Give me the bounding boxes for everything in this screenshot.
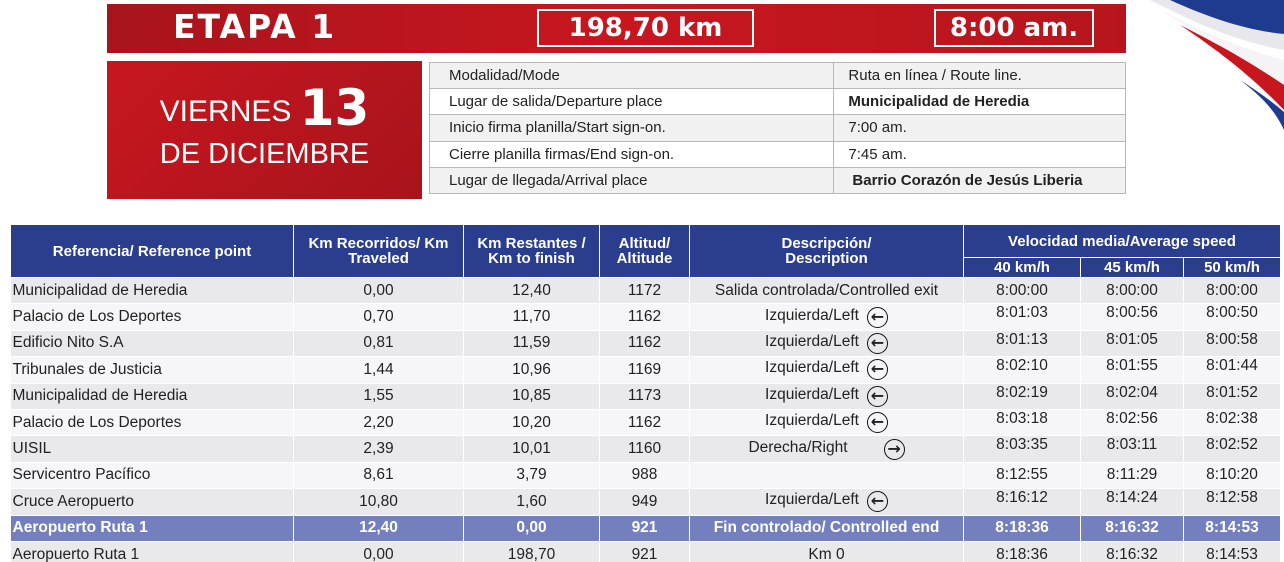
cell-altitude: 1160 — [600, 436, 690, 462]
cell-time-50: 8:14:53 — [1184, 515, 1281, 541]
direction-text: Izquierda/Left — [765, 359, 859, 377]
cell-km-remaining: 3,79 — [464, 462, 600, 488]
cell-time-50: 8:10:20 — [1184, 462, 1281, 488]
cell-altitude: 988 — [600, 462, 690, 488]
cell-time-40: 8:01:13 — [964, 330, 1081, 356]
stage-banner — [107, 4, 1126, 53]
direction-text: Izquierda/Left — [765, 491, 859, 509]
cell-time-40: 8:18:36 — [964, 541, 1081, 562]
cell-km-traveled: 0,70 — [294, 304, 464, 330]
table-row — [11, 383, 1281, 409]
cell-description — [690, 489, 964, 515]
info-row-departure — [430, 89, 1126, 115]
direction-text: Derecha/Right — [748, 438, 848, 456]
info-value: Municipalidad de Heredia — [834, 89, 1126, 115]
cell-km-remaining: 11,70 — [464, 304, 600, 330]
header-row-top — [11, 225, 1281, 258]
cell-time-50: 8:00:50 — [1184, 304, 1281, 330]
cell-time-45: 8:00:56 — [1081, 304, 1184, 330]
info-value: Barrio Corazón de Jesús Liberia — [834, 167, 1126, 193]
cell-time-40: 8:02:19 — [964, 383, 1081, 409]
cell-description — [690, 304, 964, 330]
stage-distance: 198,70 km — [537, 9, 754, 47]
col-altitude: Altitud/ Altitude — [600, 225, 690, 278]
info-value: Ruta en línea / Route line. — [834, 63, 1126, 89]
cell-description — [690, 330, 964, 356]
cell-time-50: 8:01:44 — [1184, 357, 1281, 383]
cell-km-traveled: 0,81 — [294, 330, 464, 356]
cell-description — [690, 278, 964, 304]
cell-description — [690, 515, 964, 541]
cell-km-traveled: 12,40 — [294, 515, 464, 541]
cell-time-45: 8:16:32 — [1081, 515, 1184, 541]
cell-km-remaining: 198,70 — [464, 541, 600, 562]
col-km-traveled: Km Recorridos/ Km Traveled — [294, 225, 464, 278]
cell-time-45: 8:14:24 — [1081, 489, 1184, 515]
route-body — [11, 278, 1281, 562]
table-row — [11, 515, 1281, 541]
info-label: Lugar de llegada/Arrival place — [430, 167, 834, 193]
cell-reference: Palacio de Los Deportes — [11, 304, 294, 330]
col-km-remaining: Km Restantes / Km to finish — [464, 225, 600, 278]
cell-km-remaining: 11,59 — [464, 330, 600, 356]
cell-description — [690, 436, 964, 462]
cell-altitude: 1169 — [600, 357, 690, 383]
cell-time-40: 8:12:55 — [964, 462, 1081, 488]
cell-time-45: 8:16:32 — [1081, 541, 1184, 562]
cell-time-45: 8:00:00 — [1081, 278, 1184, 304]
cell-km-remaining: 10,20 — [464, 409, 600, 435]
cell-km-traveled: 0,00 — [294, 278, 464, 304]
cell-km-remaining: 12,40 — [464, 278, 600, 304]
cell-time-50: 8:01:52 — [1184, 383, 1281, 409]
cell-time-45: 8:11:29 — [1081, 462, 1184, 488]
direction-text: Izquierda/Left — [765, 306, 859, 324]
cell-altitude: 949 — [600, 489, 690, 515]
table-row — [11, 489, 1281, 515]
cell-time-40: 8:16:12 — [964, 489, 1081, 515]
cell-reference: UISIL — [11, 436, 294, 462]
cell-km-traveled: 2,20 — [294, 409, 464, 435]
col-speed-40: 40 km/h — [964, 258, 1081, 278]
direction-text: Izquierda/Left — [765, 412, 859, 430]
cell-time-50: 8:12:58 — [1184, 489, 1281, 515]
cell-altitude: 1172 — [600, 278, 690, 304]
cell-km-remaining: 10,96 — [464, 357, 600, 383]
cell-time-40: 8:03:18 — [964, 409, 1081, 435]
table-row — [11, 330, 1281, 356]
info-row-start-sign-on — [430, 115, 1126, 141]
cell-description — [690, 383, 964, 409]
info-label: Inicio firma planilla/Start sign-on. — [430, 115, 834, 141]
cell-reference: Municipalidad de Heredia — [11, 278, 294, 304]
cell-time-40: 8:00:00 — [964, 278, 1081, 304]
info-row-arrival — [430, 167, 1126, 193]
info-value: 7:45 am. — [834, 141, 1126, 167]
col-description: Descripción/ Description — [690, 225, 964, 278]
table-row — [11, 541, 1281, 562]
direction-text: Izquierda/Left — [765, 332, 859, 350]
cell-reference: Municipalidad de Heredia — [11, 383, 294, 409]
cell-time-40: 8:02:10 — [964, 357, 1081, 383]
info-value: 7:00 am. — [834, 115, 1126, 141]
cell-km-traveled: 8,61 — [294, 462, 464, 488]
stage-info-table — [429, 62, 1126, 194]
cell-altitude: 1162 — [600, 330, 690, 356]
cell-reference: Aeropuerto Ruta 1 — [11, 541, 294, 562]
direction-text: Salida controlada/Controlled exit — [714, 281, 939, 299]
route-table — [10, 224, 1281, 562]
cell-reference: Cruce Aeropuerto — [11, 489, 294, 515]
date-month: DE DICIEMBRE — [159, 138, 370, 170]
cell-time-50: 8:14:53 — [1184, 541, 1281, 562]
info-row-mode — [430, 63, 1126, 89]
cell-km-remaining: 10,01 — [464, 436, 600, 462]
arrow-left-icon: ← — [867, 386, 888, 407]
cell-time-45: 8:02:04 — [1081, 383, 1184, 409]
cell-description — [690, 357, 964, 383]
cell-km-traveled: 10,80 — [294, 489, 464, 515]
col-speed-45: 45 km/h — [1081, 258, 1184, 278]
info-label: Cierre planilla firmas/End sign-on. — [430, 141, 834, 167]
table-row — [11, 357, 1281, 383]
cell-reference: Servicentro Pacífico — [11, 462, 294, 488]
cell-altitude: 921 — [600, 515, 690, 541]
cell-time-45: 8:01:55 — [1081, 357, 1184, 383]
stage-start-time: 8:00 am. — [934, 9, 1094, 47]
info-row-end-sign-on — [430, 141, 1126, 167]
table-row — [11, 436, 1281, 462]
cell-km-remaining: 0,00 — [464, 515, 600, 541]
arrow-right-icon: → — [884, 439, 905, 460]
cell-description — [690, 409, 964, 435]
cell-time-50: 8:02:38 — [1184, 409, 1281, 435]
cell-time-50: 8:02:52 — [1184, 436, 1281, 462]
direction-text: Izquierda/Left — [765, 385, 859, 403]
flag-ribbon-icon — [1130, 0, 1284, 130]
date-weekday: VIERNES — [159, 95, 292, 128]
cell-time-50: 8:00:00 — [1184, 278, 1281, 304]
cell-time-40: 8:18:36 — [964, 515, 1081, 541]
cell-time-45: 8:03:11 — [1081, 436, 1184, 462]
cell-km-traveled: 2,39 — [294, 436, 464, 462]
cell-km-traveled: 1,55 — [294, 383, 464, 409]
cell-reference: Edificio Nito S.A — [11, 330, 294, 356]
col-average-speed: Velocidad media/Average speed — [964, 225, 1281, 258]
stage-title: ETAPA 1 — [173, 7, 337, 46]
cell-km-remaining: 10,85 — [464, 383, 600, 409]
cell-altitude: 1173 — [600, 383, 690, 409]
table-row — [11, 409, 1281, 435]
cell-reference: Aeropuerto Ruta 1 — [11, 515, 294, 541]
cell-description — [690, 462, 964, 488]
direction-text: Km 0 — [808, 545, 845, 562]
cell-altitude: 1162 — [600, 304, 690, 330]
date-weekday-line — [107, 79, 422, 137]
cell-time-40: 8:01:03 — [964, 304, 1081, 330]
info-label: Lugar de salida/Departure place — [430, 89, 834, 115]
table-row — [11, 278, 1281, 304]
arrow-left-icon: ← — [867, 412, 888, 433]
date-block — [107, 61, 422, 199]
cell-reference: Palacio de Los Deportes — [11, 409, 294, 435]
cell-km-traveled: 1,44 — [294, 357, 464, 383]
col-reference: Referencia/ Reference point — [11, 225, 294, 278]
date-day: 13 — [299, 79, 370, 137]
arrow-left-icon: ← — [867, 359, 888, 380]
cell-time-45: 8:02:56 — [1081, 409, 1184, 435]
table-row — [11, 304, 1281, 330]
arrow-left-icon: ← — [867, 491, 888, 512]
cell-km-remaining: 1,60 — [464, 489, 600, 515]
cell-description — [690, 541, 964, 562]
table-row — [11, 462, 1281, 488]
cell-time-40: 8:03:35 — [964, 436, 1081, 462]
info-label: Modalidad/Mode — [430, 63, 834, 89]
cell-time-50: 8:00:58 — [1184, 330, 1281, 356]
arrow-left-icon: ← — [867, 333, 888, 354]
direction-text: Fin controlado/ Controlled end — [713, 519, 940, 537]
cell-altitude: 921 — [600, 541, 690, 562]
cell-altitude: 1162 — [600, 409, 690, 435]
cell-km-traveled: 0,00 — [294, 541, 464, 562]
cell-reference: Tribunales de Justicia — [11, 357, 294, 383]
col-speed-50: 50 km/h — [1184, 258, 1281, 278]
arrow-left-icon: ← — [867, 307, 888, 328]
cell-time-45: 8:01:05 — [1081, 330, 1184, 356]
